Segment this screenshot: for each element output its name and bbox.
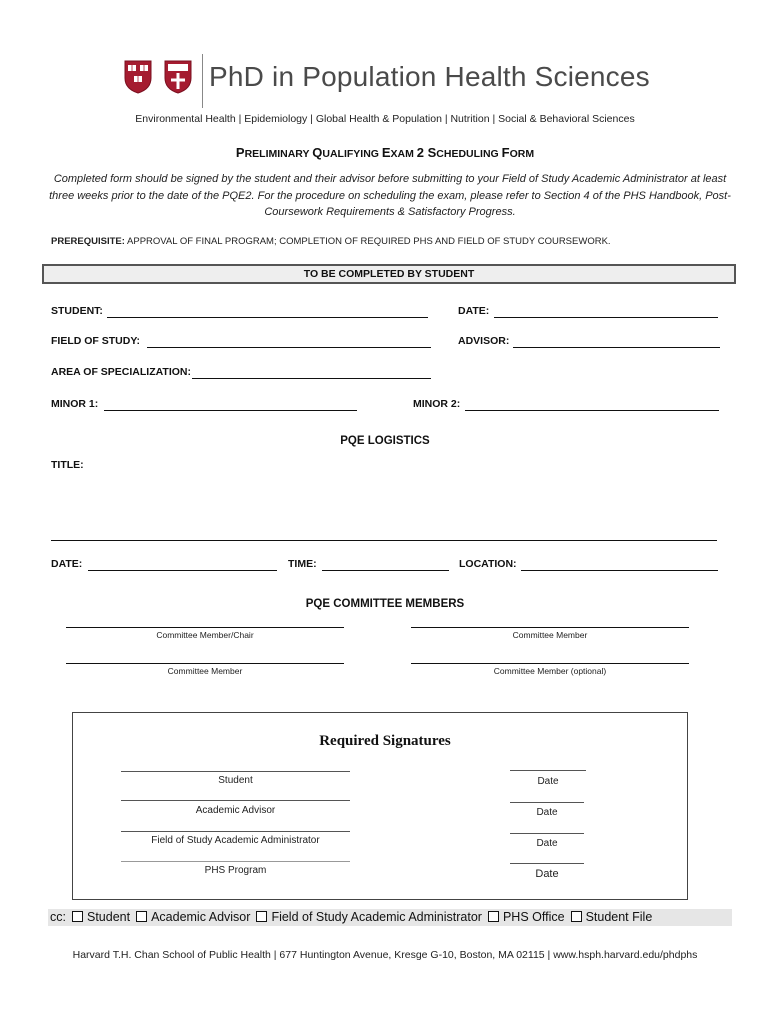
title-part: 2 xyxy=(416,145,428,160)
signature-role: Field of Study Academic Administrator xyxy=(151,835,320,846)
committee-signature-line[interactable] xyxy=(411,663,689,664)
logo-divider xyxy=(202,54,203,108)
checkbox-icon[interactable] xyxy=(571,911,582,922)
title-part: UALIFYING xyxy=(322,148,382,160)
location-label: LOCATION: xyxy=(459,558,517,570)
cc-item: Student xyxy=(86,910,131,924)
signature-date-line[interactable] xyxy=(510,833,584,834)
prerequisite xyxy=(51,236,611,247)
field-of-study-field[interactable] xyxy=(147,335,431,348)
signature-date: Date xyxy=(536,838,558,849)
specialization-label: AREA OF SPECIALIZATION: xyxy=(51,366,191,378)
exam-date-field[interactable] xyxy=(88,558,277,571)
committee-heading: PQE COMMITTEE MEMBERS xyxy=(305,598,465,610)
signature-date-line[interactable] xyxy=(510,802,584,803)
title-field[interactable] xyxy=(51,528,717,541)
title-part: S xyxy=(427,145,437,160)
signature-date: Date xyxy=(535,868,559,880)
student-field[interactable] xyxy=(107,305,428,318)
advisor-label: ADVISOR: xyxy=(458,335,510,347)
title-part: XAM xyxy=(390,148,417,160)
time-label: TIME: xyxy=(288,558,317,570)
signature-line[interactable] xyxy=(121,861,350,862)
committee-signature-line[interactable] xyxy=(411,627,689,628)
checkbox-icon[interactable] xyxy=(488,911,499,922)
department-list: Environmental Health | Epidemiology | Global Health & Population | Nutrition | Social & Behavioral Sciences xyxy=(135,113,635,125)
title-part: F xyxy=(501,145,510,160)
student-section-heading: TO BE COMPLETED BY STUDENT xyxy=(42,264,736,284)
title-part: Q xyxy=(312,145,323,160)
exam-date-label: DATE: xyxy=(51,558,83,570)
checkbox-icon[interactable] xyxy=(136,911,147,922)
signature-role: Student xyxy=(218,775,253,786)
specialization-field[interactable] xyxy=(192,366,431,379)
intro-text: Completed form should be signed by the student and their advisor before submitting to your Field of Study Academic Administrator at least three weeks prior to the date of the PQE2. For the procedure on scheduling the exam, please refer to Section 4 of the PHS Handbook, Post-Coursework Requirements & Satisfactory Progress. xyxy=(49,173,731,218)
minor2-field[interactable] xyxy=(465,398,719,411)
prereq-text: APPROVAL OF FINAL PROGRAM; COMPLETION OF REQUIRED PHS AND FIELD OF STUDY COURSEWORK. xyxy=(127,236,611,247)
prereq-label: PREREQUISITE: xyxy=(51,236,125,247)
advisor-field[interactable] xyxy=(513,335,720,348)
student-label: STUDENT: xyxy=(51,305,103,317)
cc-bar xyxy=(48,909,732,926)
minor2-label: MINOR 2: xyxy=(413,398,461,410)
date-field[interactable] xyxy=(494,305,718,318)
signature-date-line[interactable] xyxy=(510,863,584,864)
title-label: TITLE: xyxy=(51,459,84,471)
minor1-label: MINOR 1: xyxy=(51,398,99,410)
committee-member-label: Committee Member xyxy=(512,630,588,640)
time-field[interactable] xyxy=(322,558,449,571)
form-title xyxy=(0,145,770,160)
cc-item: Academic Advisor xyxy=(151,910,251,924)
signatures-heading: Required Signatures xyxy=(319,733,451,749)
title-part: CHEDULING xyxy=(436,148,502,160)
signature-line[interactable] xyxy=(121,771,350,772)
title-part: RELIMINARY xyxy=(244,148,313,160)
checkbox-icon[interactable] xyxy=(256,911,267,922)
cc-item: PHS Office xyxy=(502,910,565,924)
footer: Harvard T.H. Chan School of Public Health | 677 Huntington Avenue, Kresge G-10, Boston, MA 02115 | www.hsph.harvard.edu/phdphs xyxy=(72,949,698,961)
cc-label: cc: xyxy=(50,910,66,924)
signature-line[interactable] xyxy=(121,800,350,801)
harvard-shield-icon xyxy=(124,60,152,94)
signature-date-line[interactable] xyxy=(510,770,586,771)
committee-member-label: Committee Member (optional) xyxy=(493,666,607,676)
program-title: PhD in Population Health Sciences xyxy=(209,61,650,92)
signature-role: Academic Advisor xyxy=(195,805,276,816)
signature-role: PHS Program xyxy=(204,865,267,876)
field-of-study-label: FIELD OF STUDY: xyxy=(51,335,141,347)
minor1-field[interactable] xyxy=(104,398,357,411)
committee-signature-line[interactable] xyxy=(66,663,344,664)
signature-line[interactable] xyxy=(121,831,350,832)
signature-date: Date xyxy=(536,807,558,818)
location-field[interactable] xyxy=(521,558,718,571)
cc-item: Field of Study Academic Administrator xyxy=(271,910,482,924)
title-part: ORM xyxy=(509,148,535,160)
school-shield-icon xyxy=(164,60,192,94)
title-part: E xyxy=(381,145,391,160)
date-label: DATE: xyxy=(458,305,490,317)
committee-member-label: Committee Member xyxy=(167,666,243,676)
checkbox-icon[interactable] xyxy=(72,911,83,922)
title-part: P xyxy=(235,145,245,160)
signature-date: Date xyxy=(537,776,559,787)
committee-signature-line[interactable] xyxy=(66,627,344,628)
committee-member-label: Committee Member/Chair xyxy=(156,630,254,640)
cc-item: Student File xyxy=(585,910,653,924)
logistics-heading: PQE LOGISTICS xyxy=(340,435,430,447)
